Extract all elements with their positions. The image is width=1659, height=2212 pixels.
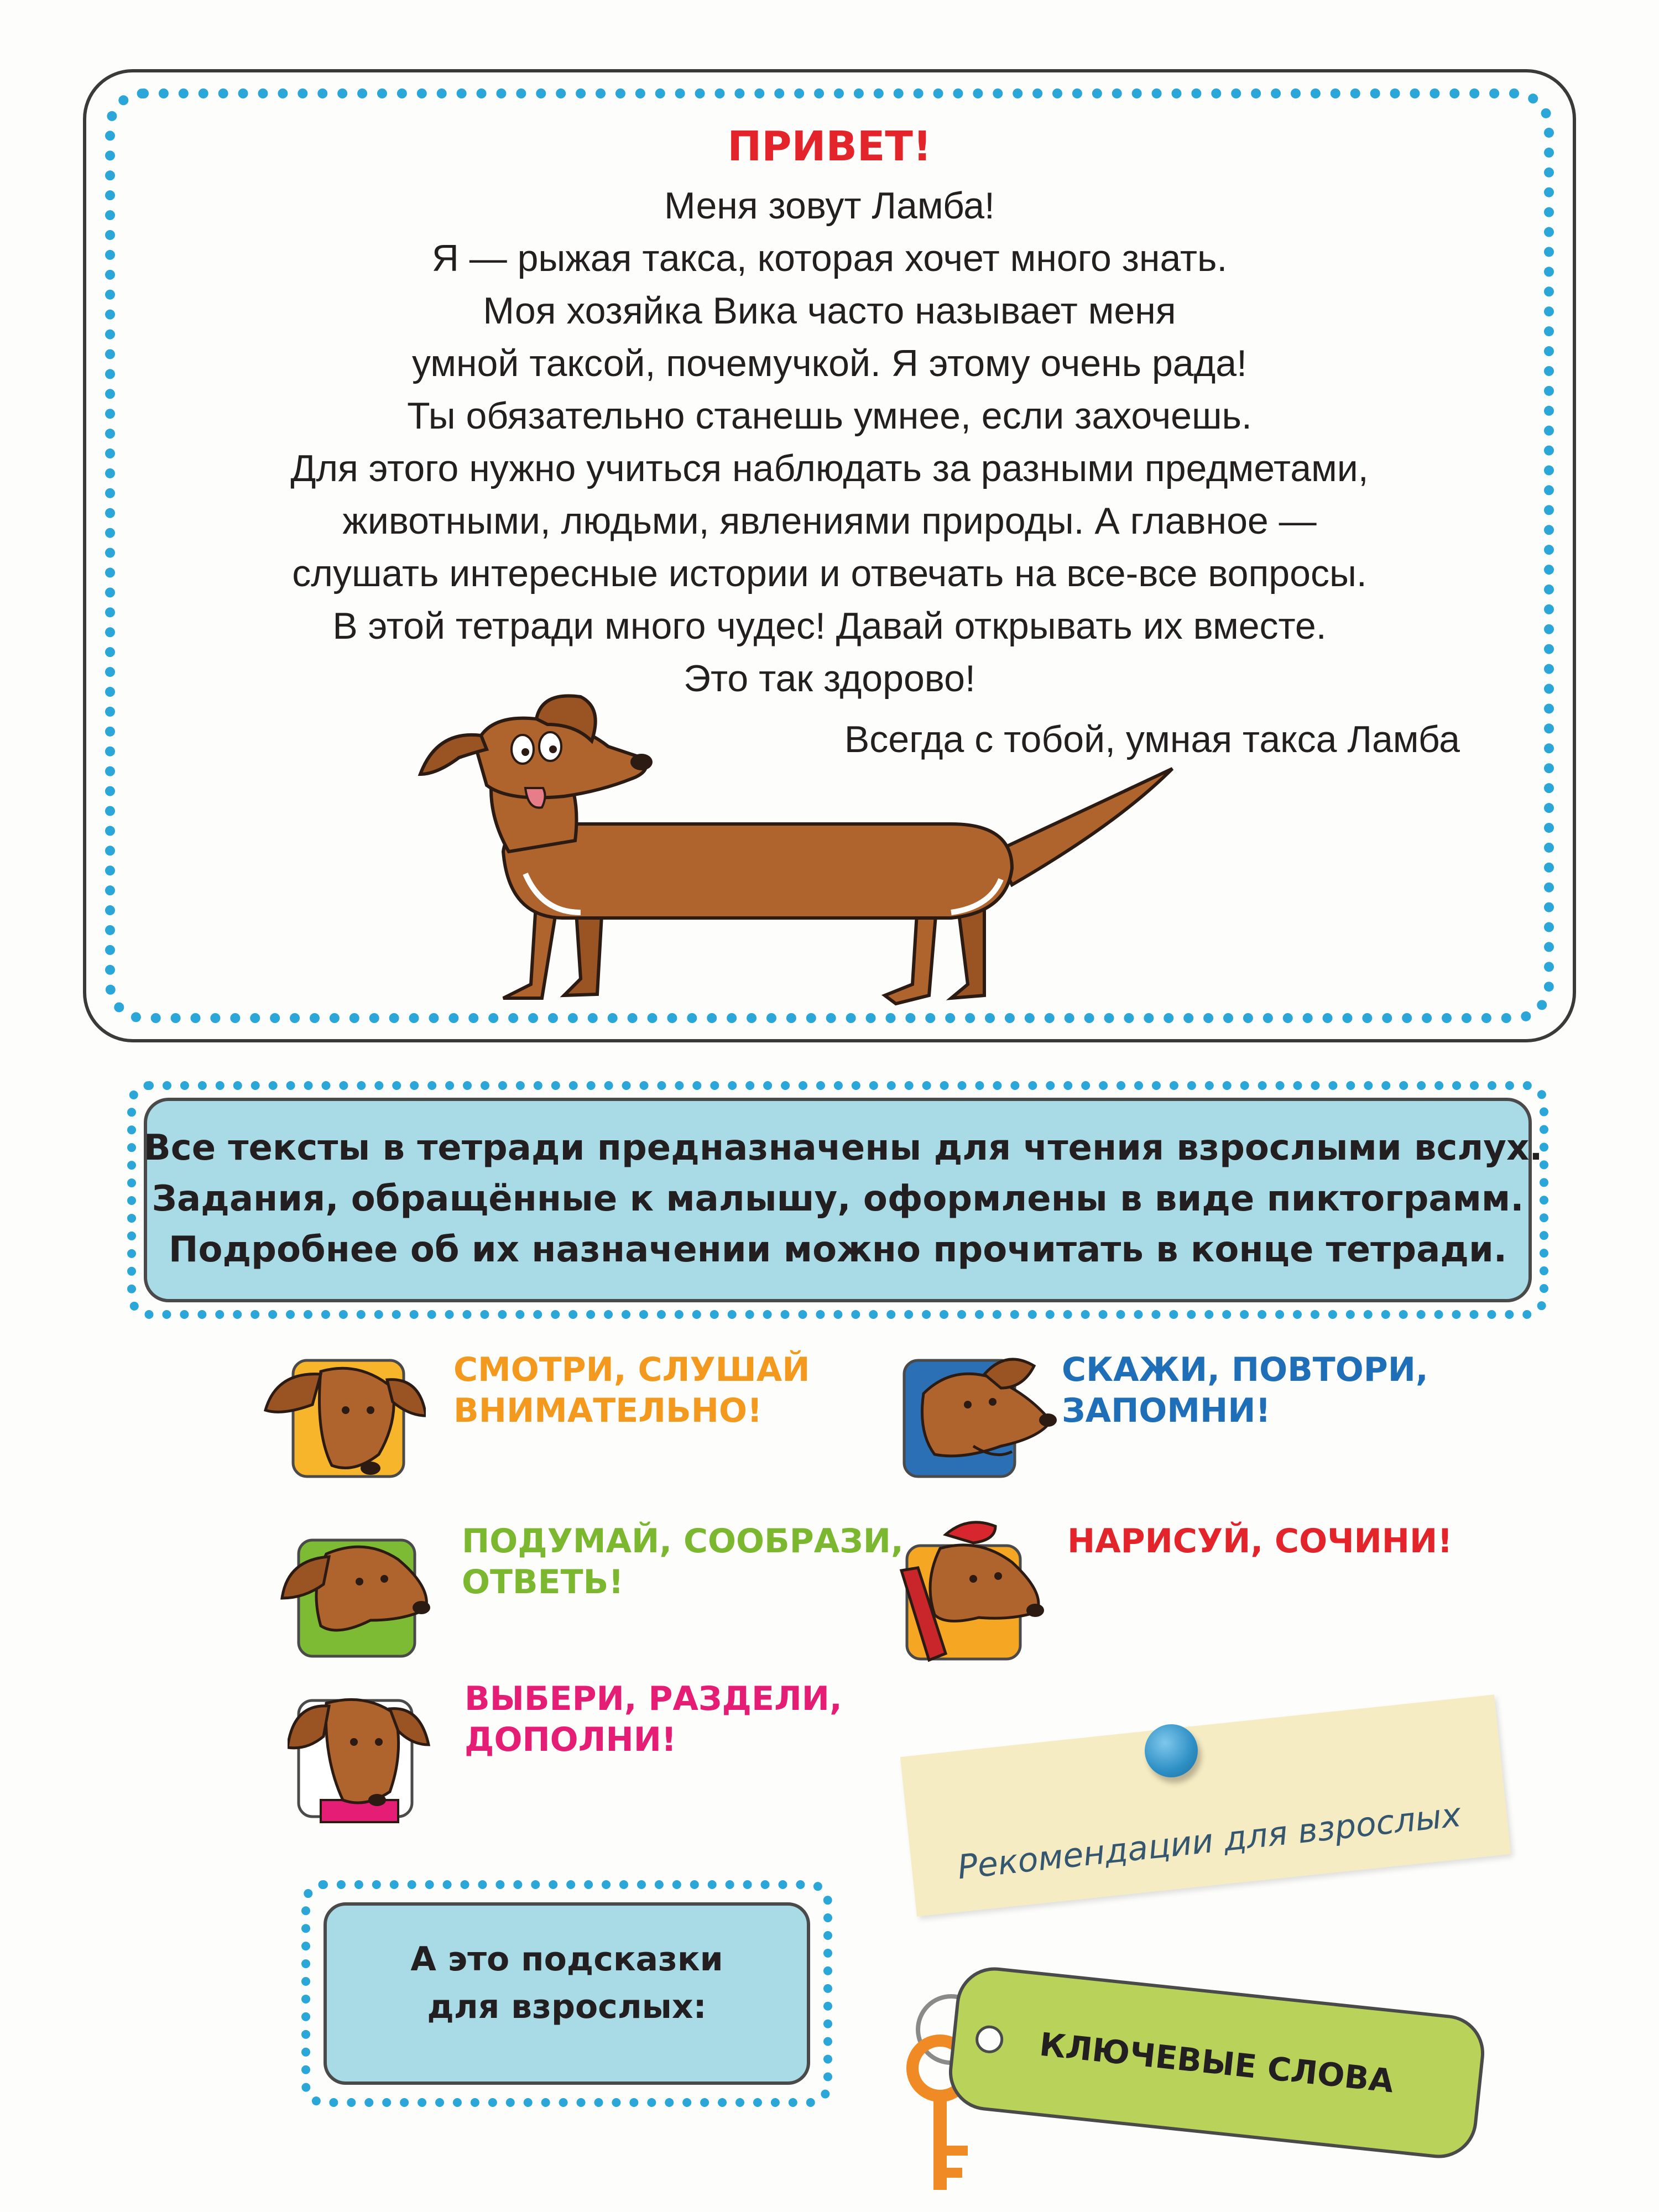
intro-line-10: Это так здорово! [684, 658, 975, 700]
choose-divide-icon [288, 1681, 431, 1825]
say-repeat-icon [901, 1349, 1067, 1488]
think-answer-icon [276, 1526, 442, 1665]
think-answer-label-2: ОТВЕТЬ! [462, 1563, 624, 1601]
intro-line-3: Моя хозяйка Вика часто называет меня [483, 290, 1176, 332]
think-answer-label-1: ПОДУМАЙ, СООБРАЗИ, [462, 1522, 904, 1561]
intro-line-1: Меня зовут Ламба! [664, 185, 995, 227]
say-repeat-label-1: СКАЖИ, ПОВТОРИ, [1062, 1350, 1428, 1389]
keywords-tag [945, 1964, 1488, 2162]
look-listen-label-2: ВНИМАТЕЛЬНО! [453, 1391, 763, 1430]
intro-line-7: животными, людьми, явлениями природы. А главное — [342, 500, 1317, 542]
pushpin-icon [1145, 1724, 1198, 1777]
draw-compose-label: НАРИСУЙ, СОЧИНИ! [1067, 1522, 1453, 1561]
choose-divide-label-2: ДОПОЛНИ! [465, 1720, 677, 1759]
info-line-2: Задания, обращённые к малышу, оформлены в виде пиктограмм. [152, 1178, 1524, 1219]
info-line-1: Все тексты в тетради предназначены для чтения взрослыми вслух. [144, 1128, 1543, 1168]
intro-line-4: умной таксой, почемучкой. Я этому очень рада! [411, 342, 1247, 384]
dachshund-illustration [398, 686, 1228, 1018]
recommendation-text: Рекомендации для взрослых [956, 1796, 1463, 1887]
intro-line-9: В этой тетради много чудес! Давай открывать их вместе. [332, 605, 1327, 647]
intro-line-6: Для этого нужно учиться наблюдать за разными предметами, [290, 447, 1369, 489]
hints-line-1: А это подсказки [410, 1940, 723, 1979]
recommendation-note [900, 1694, 1511, 1916]
draw-compose-icon [885, 1515, 1062, 1665]
intro-line-2: Я — рыжая такса, которая хочет много знать. [431, 237, 1228, 279]
look-listen-label-1: СМОТРИ, СЛУШАЙ [453, 1350, 810, 1389]
say-repeat-label-2: ЗАПОМНИ! [1062, 1391, 1271, 1430]
intro-title: ПРИВЕТ! [727, 123, 932, 170]
hints-line-2: для взрослых: [427, 1987, 707, 2026]
info-line-3: Подробнее об их назначении можно прочитать в конце тетради. [168, 1229, 1507, 1270]
intro-line-5: Ты обязательно станешь умнее, если захочешь. [407, 395, 1252, 437]
intro-signature: Всегда с тобой, умная такса Ламба [844, 718, 1460, 760]
look-listen-icon [260, 1349, 426, 1488]
intro-line-8: слушать интересные истории и отвечать на все-все вопросы. [292, 552, 1367, 594]
keywords-label: КЛЮЧЕВЫЕ СЛОВА [1037, 2025, 1396, 2100]
choose-divide-label-1: ВЫБЕРИ, РАЗДЕЛИ, [465, 1679, 842, 1718]
